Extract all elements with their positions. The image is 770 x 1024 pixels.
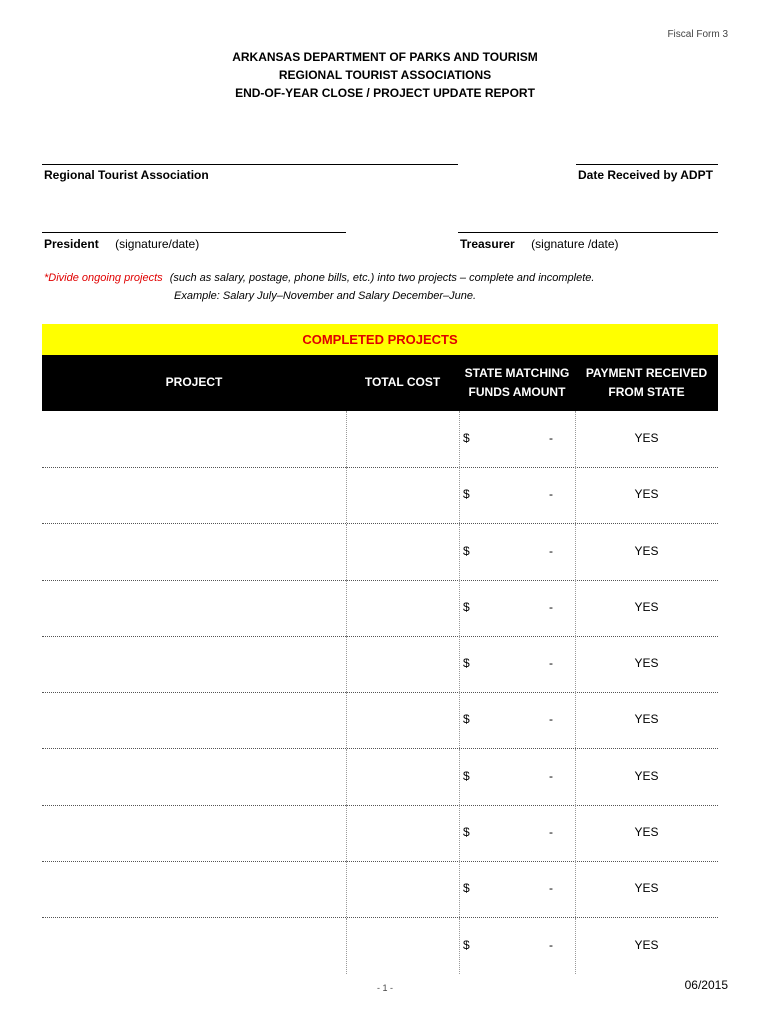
col-project: PROJECT (165, 375, 223, 389)
payment-status: YES (634, 938, 659, 952)
table-row (42, 918, 718, 974)
note-example: Example: Salary July–November and Salary December–June. (174, 290, 477, 302)
president-label: President (44, 237, 99, 251)
state-amount: - (549, 938, 553, 952)
association-label: Regional Tourist Association (44, 168, 209, 182)
col-state-line2: FUNDS AMOUNT (468, 385, 566, 399)
treasurer-field (460, 235, 619, 253)
completed-projects-banner (42, 324, 718, 355)
date-received-label: Date Received by ADPT (578, 168, 713, 182)
state-amount: - (549, 769, 553, 783)
revision-date: 06/2015 (684, 978, 728, 992)
table-row (42, 636, 718, 693)
table-row (42, 524, 718, 581)
table-row (42, 805, 718, 862)
currency-symbol: $ (463, 825, 470, 839)
state-amount: - (549, 600, 553, 614)
payment-status: YES (634, 825, 659, 839)
currency-symbol: $ (463, 544, 470, 558)
table-row (42, 411, 718, 468)
col-state-matching (459, 364, 575, 402)
page-number: - 1 - (376, 983, 393, 993)
payment-status: YES (634, 769, 659, 783)
table-row (42, 580, 718, 637)
state-amount: - (549, 656, 553, 670)
state-amount: - (549, 825, 553, 839)
table-row (42, 467, 718, 524)
currency-symbol: $ (463, 487, 470, 501)
title-line-2: REGIONAL TOURIST ASSOCIATIONS (278, 68, 492, 82)
president-field (44, 235, 199, 253)
table-header (42, 355, 718, 411)
association-signature-line[interactable] (42, 164, 458, 165)
currency-symbol: $ (463, 600, 470, 614)
currency-symbol: $ (463, 881, 470, 895)
date-received-line[interactable] (576, 164, 718, 165)
currency-symbol: $ (463, 769, 470, 783)
form-id: Fiscal Form 3 (667, 29, 728, 40)
col-total-cost: TOTAL COST (364, 375, 441, 389)
table-row (42, 749, 718, 806)
state-amount: - (549, 487, 553, 501)
treasurer-label: Treasurer (460, 237, 515, 251)
col-state-line1: STATE MATCHING (464, 366, 570, 380)
president-sub-label: (signature/date) (115, 237, 200, 251)
payment-status: YES (634, 712, 659, 726)
payment-status: YES (634, 600, 659, 614)
note-prefix: *Divide ongoing projects (44, 272, 163, 284)
col-payment-line2: FROM STATE (608, 385, 685, 399)
payment-status: YES (634, 431, 659, 445)
note-text: (such as salary, postage, phone bills, etc.) into two projects – complete and incomplete. (169, 272, 595, 284)
state-amount: - (549, 881, 553, 895)
currency-symbol: $ (463, 431, 470, 445)
col-payment-received (575, 364, 718, 402)
col-payment-line1: PAYMENT RECEIVED (585, 366, 708, 380)
payment-status: YES (634, 487, 659, 501)
table-row (42, 861, 718, 918)
state-amount: - (549, 431, 553, 445)
table-row (42, 692, 718, 749)
state-amount: - (549, 544, 553, 558)
president-signature-line[interactable] (42, 232, 346, 233)
currency-symbol: $ (463, 656, 470, 670)
payment-status: YES (634, 544, 659, 558)
section-title: COMPLETED PROJECTS (302, 332, 458, 347)
currency-symbol: $ (463, 938, 470, 952)
currency-symbol: $ (463, 712, 470, 726)
title-line-3: END-OF-YEAR CLOSE / PROJECT UPDATE REPORT (235, 86, 535, 100)
title-line-1: ARKANSAS DEPARTMENT OF PARKS AND TOURISM (232, 50, 538, 64)
payment-status: YES (634, 656, 659, 670)
divide-projects-note (44, 272, 594, 284)
state-amount: - (549, 712, 553, 726)
treasurer-signature-line[interactable] (458, 232, 718, 233)
payment-status: YES (634, 881, 659, 895)
treasurer-sub-label: (signature /date) (531, 237, 619, 251)
